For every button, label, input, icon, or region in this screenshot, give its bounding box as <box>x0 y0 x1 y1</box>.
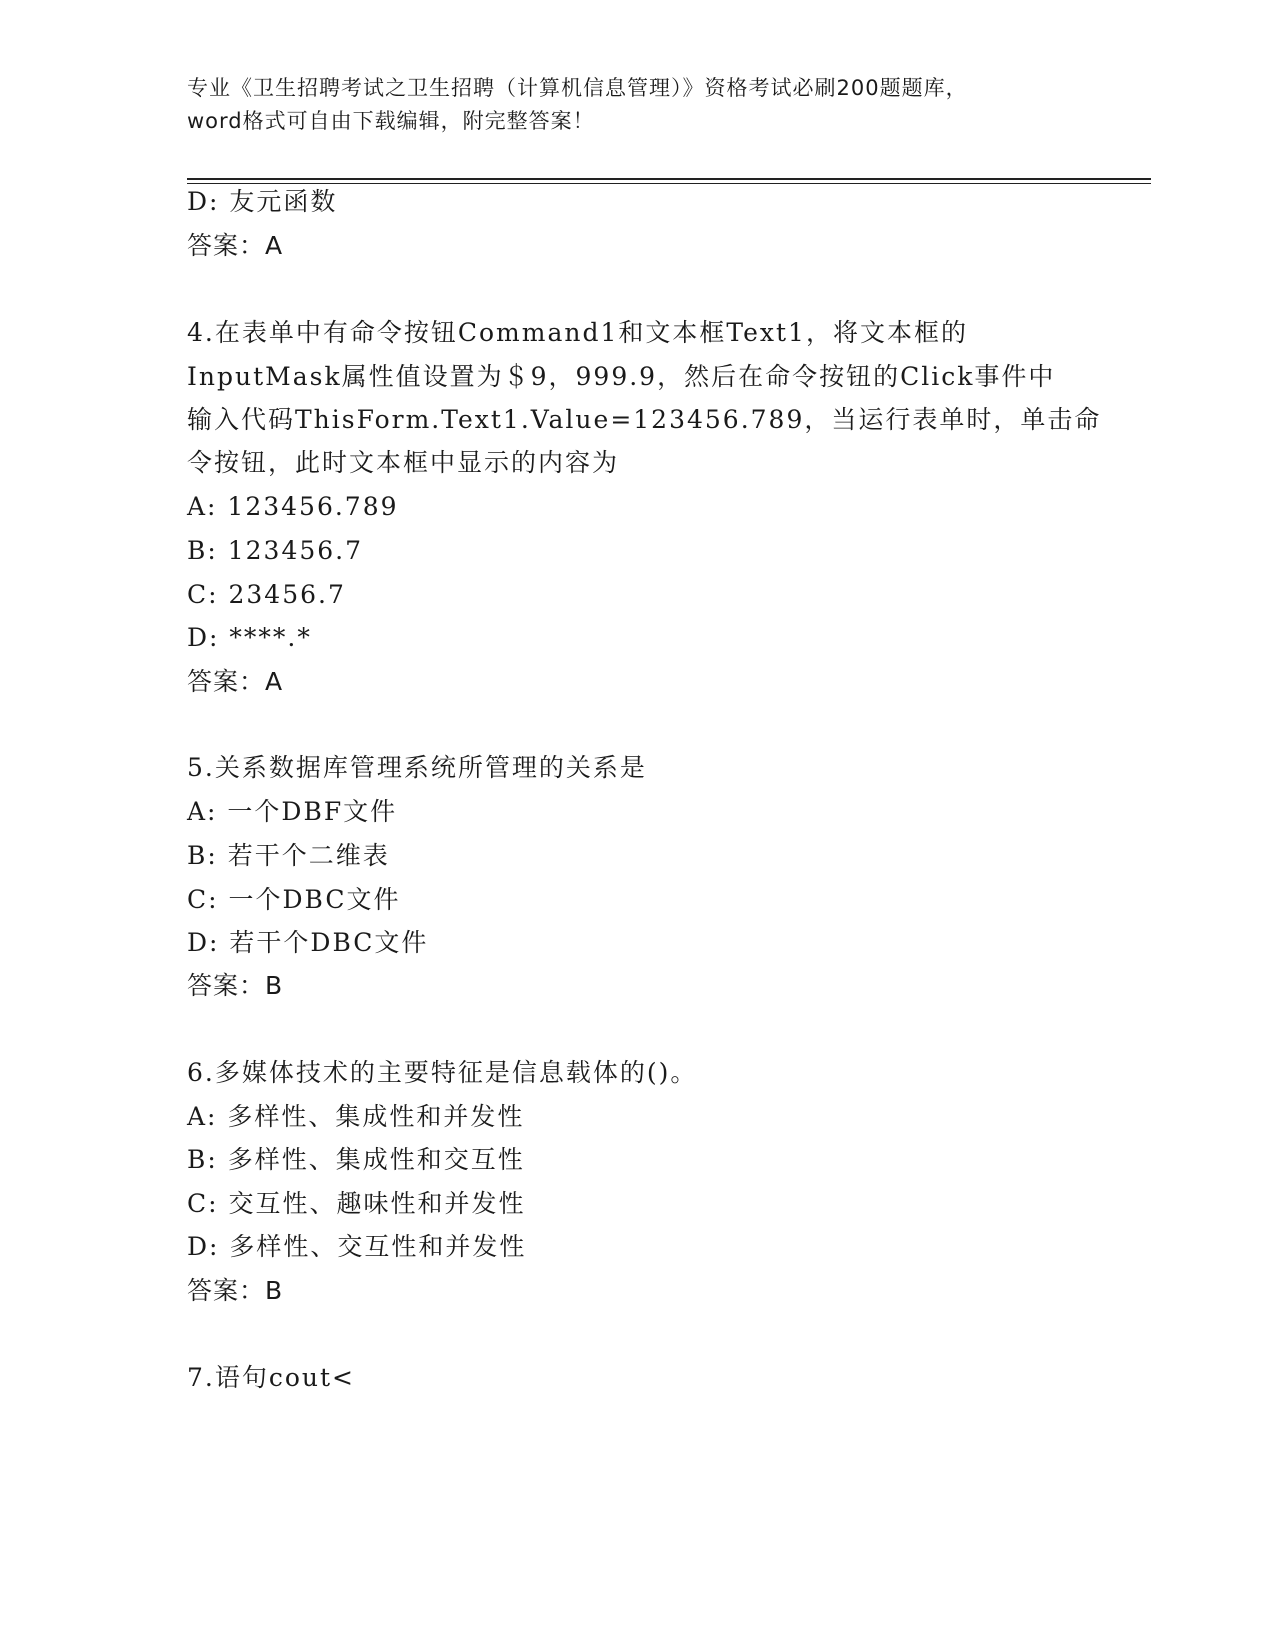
option-c: C: 交互性、趣味性和并发性 <box>187 1189 526 1218</box>
header-divider-thin <box>187 183 1151 184</box>
question-stem-line: 6.多媒体技术的主要特征是信息载体的()。 <box>187 1058 698 1087</box>
option-d: D: 若干个DBC文件 <box>187 928 429 957</box>
answer-line: 答案：B <box>187 971 284 1000</box>
option-a: A: 多样性、集成性和并发性 <box>187 1102 525 1131</box>
header-line-1: 专业《卫生招聘考试之卫生招聘（计算机信息管理）》资格考试必刷200题题库， <box>187 76 968 100</box>
question-stem-line: 5.关系数据库管理系统所管理的关系是 <box>187 753 647 782</box>
option-a: A: 123456.789 <box>187 492 399 521</box>
option-d: D: 友元函数 <box>187 187 338 216</box>
answer-line: 答案：A <box>187 231 284 260</box>
question-stem-line: 令按钮，此时文本框中显示的内容为 <box>187 448 620 477</box>
option-b: B: 多样性、集成性和交互性 <box>187 1145 525 1174</box>
option-d: D: 多样性、交互性和并发性 <box>187 1232 527 1261</box>
option-c: C: 23456.7 <box>187 580 346 609</box>
question-stem-line: 4.在表单中有命令按钮Command1和文本框Text1，将文本框的 <box>187 318 968 347</box>
answer-line: 答案：B <box>187 1276 284 1305</box>
answer-line: 答案：A <box>187 667 284 696</box>
option-b: B: 若干个二维表 <box>187 841 390 870</box>
option-a: A: 一个DBF文件 <box>187 797 398 826</box>
question-stem-line: InputMask属性值设置为＄9，999.9，然后在命令按钮的Click事件中 <box>187 362 1056 391</box>
option-b: B: 123456.7 <box>187 536 364 565</box>
question-stem-line: 7.语句cout< <box>187 1363 356 1392</box>
option-d: D: ****.* <box>187 623 312 652</box>
header-line-2: word格式可自由下载编辑，附完整答案！ <box>187 109 595 133</box>
question-stem-line: 输入代码ThisForm.Text1.Value=123456.789，当运行表单时，单击命 <box>187 405 1102 434</box>
header-divider-thick <box>187 178 1151 180</box>
option-c: C: 一个DBC文件 <box>187 885 401 914</box>
document-header <box>187 72 1087 138</box>
